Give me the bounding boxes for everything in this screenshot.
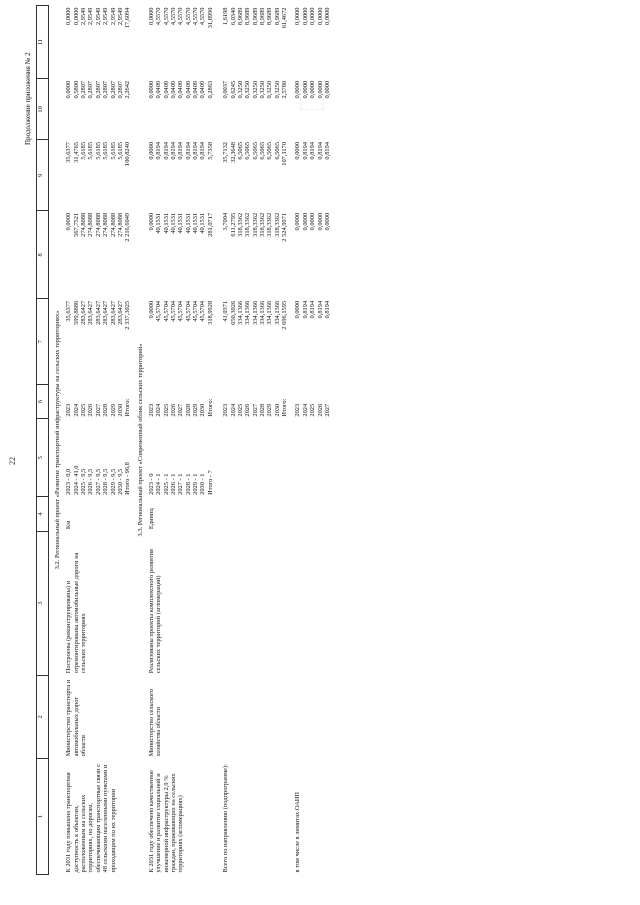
table-cell: 5,6185: [116, 141, 124, 160]
table-cell: 31,8990: [206, 7, 214, 29]
table-cell: 0,0000: [323, 7, 331, 26]
table-cell: 2026: [316, 403, 324, 417]
table-cell: 0,0409: [155, 80, 163, 99]
table-cell: 2028 - 9,5: [102, 468, 110, 495]
table-cell: 2024: [301, 403, 309, 417]
col-num: 8: [37, 211, 49, 299]
table-cell: 4,5570: [155, 7, 163, 26]
table-cell: 2025 - 1: [162, 473, 170, 495]
table-cell: [331, 6, 337, 875]
table-cell: 0,2863: [206, 80, 214, 99]
unit-cell: Единиц: [147, 508, 155, 530]
table-cell: 2024: [155, 403, 163, 417]
table-cell: 4,5570: [170, 7, 178, 26]
table-cell: 0,8194: [177, 141, 185, 160]
table-cell: 0,0000: [301, 80, 309, 99]
table-cell: 35,6377: [65, 141, 73, 163]
table-cell: 8,9689: [236, 7, 244, 26]
table-cell: 0,8194: [316, 300, 324, 319]
table-cell: 2026 - 9,5: [87, 468, 95, 495]
table-row: [222, 6, 229, 875]
table-cell: 0,0409: [192, 80, 200, 99]
table-cell: 0,8194: [162, 141, 170, 160]
table-cell: 2023: [294, 403, 302, 417]
table-cell: 107,1170: [281, 141, 289, 166]
table-cell: 2030 - 1: [199, 473, 207, 495]
table-cell: 0,2807: [94, 80, 102, 99]
table-cell: 0,8194: [192, 141, 200, 160]
table-cell: 2024: [229, 403, 237, 417]
table-cell: 8,9689: [273, 7, 281, 26]
table-cell: Итого:: [124, 398, 132, 417]
table-cell: 0,0000: [65, 7, 73, 26]
table-cell: 0,0000: [309, 80, 317, 99]
table-cell: 5,6185: [80, 141, 88, 160]
page-number: 22: [8, 457, 17, 465]
table-cell: 2026: [170, 403, 178, 417]
table-cell: 45,5704: [162, 300, 170, 322]
table-cell: 0,0000: [147, 80, 155, 99]
table-cell: 61,4672: [281, 7, 289, 29]
table-cell: 0,2807: [109, 80, 117, 99]
table-cell: 35,6377: [65, 300, 73, 322]
table-cell: 2029: [192, 403, 200, 417]
table-cell: 0,0000: [294, 141, 302, 160]
section-title: 3.2. Региональный проект «Развитие транспортной инфраструктуры на сельских территориях»: [54, 310, 61, 570]
table-cell: 0,0409: [199, 80, 207, 99]
table-cell: 0,5800: [72, 80, 80, 99]
table-cell: 334,1366: [251, 300, 259, 325]
table-cell: 0,8194: [184, 141, 192, 160]
table-cell: 0,0409: [184, 80, 192, 99]
table-cell: 0,8194: [309, 141, 317, 160]
table-cell: 2023: [147, 403, 155, 417]
table-cell: 2029: [109, 403, 117, 417]
table-row: [65, 6, 72, 875]
table-cell: 0,3250: [273, 80, 281, 99]
table-cell: 2027: [251, 403, 259, 417]
table-cell: 45,5704: [155, 300, 163, 322]
table-cell: 0,0037: [222, 80, 230, 99]
table-cell: 2027 - 1: [177, 473, 185, 495]
table-cell: 650,3026: [229, 300, 237, 325]
table-cell: 2,2642: [124, 80, 132, 99]
table-cell: Итого:: [206, 398, 214, 417]
result-cell: Построены (реконструированы) и отремонтированы автомобильные дороги на сельских территориях: [65, 552, 88, 674]
table-cell: 0,3250: [251, 80, 259, 99]
col-num: 10: [37, 79, 49, 140]
table-cell: 40,1531: [170, 212, 178, 234]
table-cell: 0,0000: [147, 212, 155, 231]
table-cell: 0,2807: [80, 80, 88, 99]
table-cell: 0,3250: [266, 80, 274, 99]
table-cell: 2028 - 1: [184, 473, 192, 495]
table-cell: 318,3362: [251, 212, 259, 237]
table-cell: 2029: [266, 403, 274, 417]
table-cell: 45,5704: [199, 300, 207, 322]
table-cell: 0,0000: [316, 80, 324, 99]
table-cell: 0,0000: [294, 7, 302, 26]
table-cell: 283,6427: [87, 300, 95, 325]
table-cell: 2027: [177, 403, 185, 417]
table-cell: 32,3648: [229, 141, 237, 163]
executor-cell: Министерство сельского хозяйства области: [147, 689, 163, 757]
table-cell: 2025: [162, 403, 170, 417]
table-cell: 0,8194: [170, 141, 178, 160]
table-cell: 0,0000: [147, 141, 155, 160]
table-cell: 2027: [323, 403, 331, 417]
table-cell: 0,0000: [301, 212, 309, 231]
table-cell: 334,1366: [273, 300, 281, 325]
table-cell: 2 216,6049: [124, 212, 132, 242]
table-cell: 100,8240: [124, 141, 132, 166]
table-cell: 318,3362: [258, 212, 266, 237]
table-cell: 2025: [236, 403, 244, 417]
table-cell: 0,8194: [323, 141, 331, 160]
table-cell: 274,8088: [116, 212, 124, 237]
table-cell: 0,8194: [309, 300, 317, 319]
table-cell: 2027 - 9,5: [94, 468, 102, 495]
table-cell: 5,7358: [206, 141, 214, 160]
table-cell: 0,0000: [323, 212, 331, 231]
col-num: 2: [37, 675, 49, 758]
table-cell: 4,5570: [162, 7, 170, 26]
table-cell: 2,9549: [80, 7, 88, 26]
col-num: 9: [37, 140, 49, 211]
table-cell: 0,8194: [323, 300, 331, 319]
table-cell: 0,8194: [301, 300, 309, 319]
table-cell: 0,0409: [170, 80, 178, 99]
table-cell: 2030: [199, 403, 207, 417]
table-cell: 283,6427: [109, 300, 117, 325]
table-cell: 40,1531: [184, 212, 192, 234]
table-cell: Итого - 96,8: [124, 462, 132, 495]
table-cell: 2023: [65, 403, 73, 417]
budget-table: [36, 5, 337, 875]
total-label: Всего по направлению (подпрограмме):: [222, 764, 230, 873]
table-cell: 0,0000: [323, 80, 331, 99]
spacer-row: [214, 6, 222, 875]
table-cell: 31,4765: [72, 141, 80, 163]
table-cell: 318,3362: [266, 212, 274, 237]
section-title-row: [132, 6, 148, 875]
table-cell: 274,8088: [94, 212, 102, 237]
table-cell: 4,5570: [184, 7, 192, 26]
col-num: 3: [37, 531, 49, 675]
table-cell: 2 337,3025: [124, 300, 132, 330]
table-cell: Итого:: [281, 398, 289, 417]
table-cell: 17,6094: [124, 7, 132, 29]
table-cell: 318,3362: [244, 212, 252, 237]
table-cell: 40,1531: [155, 212, 163, 234]
table-cell: 2028: [102, 403, 110, 417]
table-cell: 0,0000: [294, 212, 302, 231]
column-number-row: [37, 6, 49, 875]
table-cell: 0,0409: [177, 80, 185, 99]
table-cell: 274,8088: [102, 212, 110, 237]
table-cell: 2,5780: [281, 80, 289, 99]
executor-cell: Министерство транспорта и автомобильных дорог области: [65, 679, 88, 757]
table-cell: 318,9928: [206, 300, 214, 325]
table-cell: 611,2795: [229, 212, 237, 237]
table-cell: 274,8088: [80, 212, 88, 237]
table-cell: 0,0000: [316, 212, 324, 231]
table-cell: 0,0000: [65, 212, 73, 231]
table-cell: 2026 - 1: [170, 473, 178, 495]
table-cell: 1,6198: [222, 7, 230, 26]
table-cell: 0,0000: [294, 300, 302, 319]
table-cell: 4,5570: [192, 7, 200, 26]
table-cell: 0,6245: [229, 80, 237, 99]
table-cell: 2030: [116, 403, 124, 417]
table-cell: 45,5704: [177, 300, 185, 322]
table-cell: 2026: [87, 403, 95, 417]
section-title: 3.3. Региональный проект «Современный облик сельских территорий»: [136, 343, 144, 537]
col-num: 5: [37, 419, 49, 497]
table-row: [294, 6, 301, 875]
table-cell: 0,2807: [87, 80, 95, 99]
table-cell: 2024 - 1: [155, 473, 163, 495]
table-cell: 599,8886: [72, 300, 80, 325]
table-cell: 2 524,9971: [281, 212, 289, 242]
table-cell: 2023 - 0,0: [65, 468, 73, 495]
table-cell: 0,0000: [309, 7, 317, 26]
table-cell: 0,2807: [116, 80, 124, 99]
table-cell: 0,2807: [102, 80, 110, 99]
table-cell: 40,1531: [192, 212, 200, 234]
table-cell: 6,5065: [266, 141, 274, 160]
col-num: 1: [37, 758, 49, 874]
unit-cell: Км: [65, 520, 73, 530]
table-cell: 8,9689: [244, 7, 252, 26]
table-cell: 2026: [244, 403, 252, 417]
table-cell: 2023: [222, 403, 230, 417]
table-cell: 283,6427: [102, 300, 110, 325]
table-cell: 2025: [309, 403, 317, 417]
table-cell: 5,6185: [109, 141, 117, 160]
table-cell: 2030 - 9,5: [116, 468, 124, 495]
table-cell: 0,8194: [155, 141, 163, 160]
oaip-label: в том числе в лимитах ОАИП: [294, 792, 302, 873]
table-cell: 0,0000: [309, 212, 317, 231]
table-cell: 318,3362: [273, 212, 281, 237]
table-cell: 2,9549: [109, 7, 117, 26]
table-cell: 0,0000: [294, 80, 302, 99]
table-cell: 6,5065: [258, 141, 266, 160]
table-cell: 0,0000: [65, 80, 73, 99]
result-cell: Реализованы проекты комплексного развития сельских территорий (агломераций): [147, 549, 163, 674]
table-cell: 274,8088: [87, 212, 95, 237]
table-cell: 45,5704: [192, 300, 200, 322]
table-cell: 0,3250: [258, 80, 266, 99]
table-cell: 45,5704: [170, 300, 178, 322]
goal-cell: К 2031 году обеспечено качественное улучшение и развитие социальной и инженерной инфраструктуры 2,9 % граждан, проживающих на сельских территориях (агломерациях): [147, 769, 185, 873]
table-cell: 283,6427: [94, 300, 102, 325]
table-cell: 0,0000: [147, 300, 155, 319]
table-cell: 334,1366: [236, 300, 244, 325]
section-title-row: [49, 6, 66, 875]
table-cell: [214, 6, 222, 875]
table-cell: 567,7521: [72, 212, 80, 237]
table-cell: 6,5065: [244, 141, 252, 160]
table-cell: 0,0000: [72, 7, 80, 26]
table-cell: 2,9549: [116, 7, 124, 26]
table-cell: 274,8088: [109, 212, 117, 237]
table-cell: 334,1366: [266, 300, 274, 325]
table-cell: 5,6185: [94, 141, 102, 160]
table-cell: 4,5570: [199, 7, 207, 26]
table-cell: 2027: [94, 403, 102, 417]
table-cell: 2028: [184, 403, 192, 417]
table-cell: 6,0340: [229, 7, 237, 26]
col-num: 6: [37, 384, 49, 418]
table-cell: 2,9549: [87, 7, 95, 26]
table-cell: 4,5570: [177, 7, 185, 26]
table-cell: 334,1366: [244, 300, 252, 325]
table-cell: 6,5065: [251, 141, 259, 160]
table-cell: 40,1531: [162, 212, 170, 234]
table-cell: 2,9549: [94, 7, 102, 26]
table-cell: Итого - 7: [206, 470, 214, 495]
table-cell: 0,0000: [316, 7, 324, 26]
table-cell: 0,3250: [236, 80, 244, 99]
table-cell: 5,6185: [102, 141, 110, 160]
col-num: 7: [37, 299, 49, 385]
table-cell: 283,6427: [80, 300, 88, 325]
table-cell: 2025: [80, 403, 88, 417]
table-cell: 0,8194: [199, 141, 207, 160]
table-cell: 41,0371: [222, 300, 230, 322]
table-cell: 2024: [72, 403, 80, 417]
table-cell: 40,1531: [177, 212, 185, 234]
table-cell: 8,9689: [266, 7, 274, 26]
table-cell: 0,0000: [147, 7, 155, 26]
table-cell: 281,0717: [206, 212, 214, 237]
goal-cell: К 2031 году повышена транспортная доступность к объектам, расположенным на сельских территориях, по дорогам, обеспечивающим транспортные связи с 48 сельскими населенными пунктами и проходящим по их территории: [65, 764, 117, 873]
table-cell: 8,9689: [251, 7, 259, 26]
table-cell: 2025 - 9,5: [80, 468, 88, 495]
table-cell: 6,5065: [273, 141, 281, 160]
table-cell: 0,8194: [301, 141, 309, 160]
table-cell: 6,5065: [236, 141, 244, 160]
table-cell: 0,8194: [316, 141, 324, 160]
table-cell: 2029 - 9,5: [109, 468, 117, 495]
col-num: 4: [37, 497, 49, 531]
table-cell: 0,3250: [244, 80, 252, 99]
table-cell: 40,1531: [199, 212, 207, 234]
table-cell: 8,9689: [258, 7, 266, 26]
table-cell: 0,0000: [301, 7, 309, 26]
table-cell: 0,0409: [162, 80, 170, 99]
table-cell: 2 696,1595: [281, 300, 289, 330]
table-cell: 2030: [273, 403, 281, 417]
table-cell: 35,7132: [222, 141, 230, 163]
table-cell: 283,6427: [116, 300, 124, 325]
spacer-row: [331, 6, 337, 875]
table-cell: 5,6185: [87, 141, 95, 160]
table-row: [148, 6, 155, 875]
table-cell: 2024 - 41,0: [72, 465, 80, 495]
table-cell: 2028: [258, 403, 266, 417]
table-cell: 2,9549: [102, 7, 110, 26]
appendix-note: Продолжение приложения № 2: [24, 52, 32, 145]
table-cell: 45,5704: [184, 300, 192, 322]
table-cell: 334,1366: [258, 300, 266, 325]
col-num: 11: [37, 6, 49, 79]
table-cell: 2029 - 1: [192, 473, 200, 495]
table-cell: 3,7004: [222, 212, 230, 231]
table-cell: 2023 - 0: [147, 473, 155, 495]
table-cell: 318,3362: [236, 212, 244, 237]
